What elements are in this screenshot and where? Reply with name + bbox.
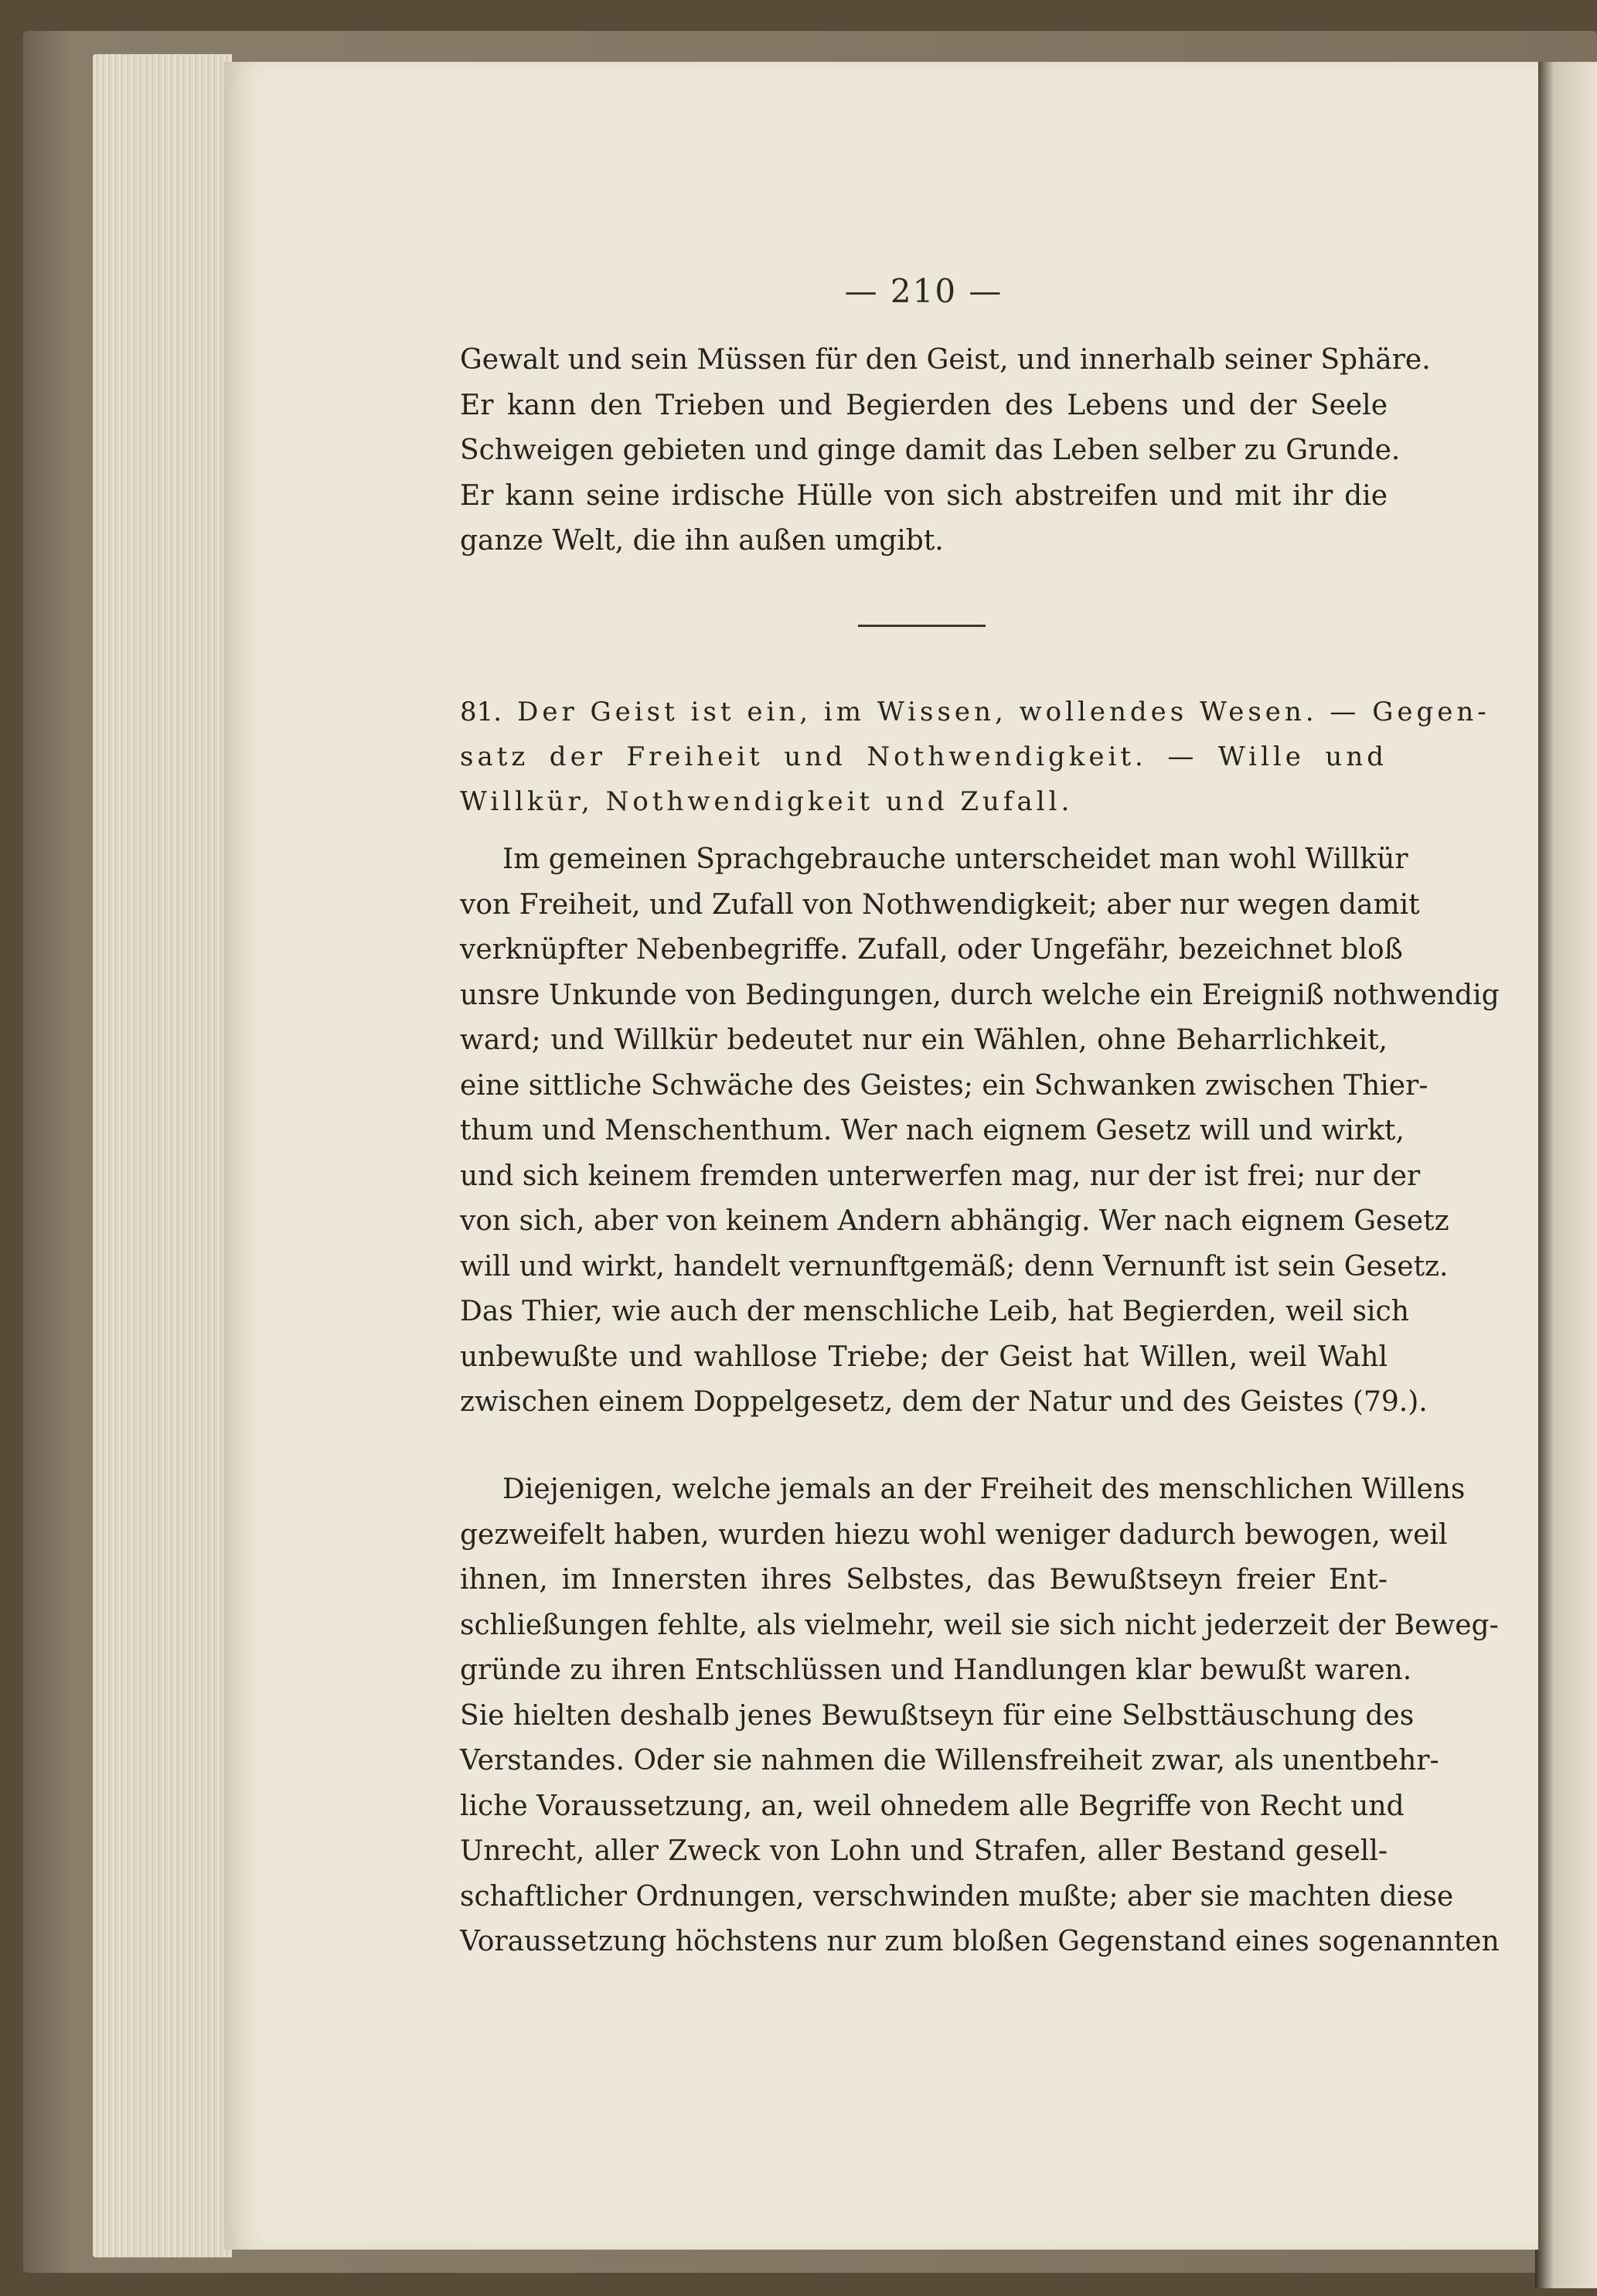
text-line: schließungen fehlte, als vielmehr, weil sie sich nicht jederzeit der Beweg- xyxy=(460,1609,1499,1641)
text-line: gründe zu ihren Entschlüssen und Handlungen klar bewußt waren. xyxy=(460,1654,1412,1686)
text-line: ihnen, im Innersten ihres Selbstes, das Bewußtseyn freier Ent- xyxy=(460,1564,1388,1596)
intro-paragraph xyxy=(460,338,1431,564)
text-line: zwischen einem Doppelgesetz, dem der Natur und des Geistes (79.). xyxy=(460,1386,1428,1418)
section-heading-line-3: Willkür, Nothwendigkeit und Zufall. xyxy=(460,786,1074,817)
text-line: von Freiheit, und Zufall von Nothwendigkeit; aber nur wegen damit xyxy=(460,888,1420,921)
text-line: thum und Menschenthum. Wer nach eignem Gesetz will und wirkt, xyxy=(460,1115,1405,1146)
text-line: und sich keinem fremden unterwerfen mag, nur der ist frei; nur der xyxy=(460,1160,1421,1192)
text-line: von sich, aber von keinem Andern abhängig. Wer nach eignem Gesetz xyxy=(460,1205,1449,1237)
text-line: Gewalt und sein Müssen für den Geist, und innerhalb seiner Sphäre. xyxy=(460,344,1431,376)
text-line: Voraussetzung höchstens nur zum bloßen Gegenstand eines sogenannten xyxy=(460,1926,1500,1957)
text-line: Im gemeinen Sprachgebrauche unterscheidet man wohl Willkür xyxy=(502,843,1408,875)
text-line: liche Voraussetzung, an, weil ohnedem alle Begriffe von Recht und xyxy=(460,1790,1405,1822)
text-line: Verstandes. Oder sie nahmen die Willensfreiheit zwar, als unentbehr- xyxy=(460,1745,1439,1777)
text-line: Das Thier, wie auch der menschliche Leib, hat Begierden, weil sich xyxy=(460,1296,1409,1327)
text-line: Schweigen gebieten und ginge damit das Leben selber zu Grunde. xyxy=(460,434,1401,466)
text-line: eine sittliche Schwäche des Geistes; ein Schwanken zwischen Thier- xyxy=(460,1069,1428,1102)
text-line: Diejenigen, welche jemals an der Freiheit des menschlichen Willens xyxy=(502,1473,1466,1505)
text-line: Unrecht, aller Zweck von Lohn und Strafen, aller Bestand gesell- xyxy=(460,1835,1388,1867)
text-line: Er kann den Trieben und Begierden des Lebens und der Seele xyxy=(460,389,1388,421)
section-divider xyxy=(858,625,986,627)
section-number: 81. xyxy=(460,697,502,727)
page-number: — 210 — xyxy=(844,272,1003,310)
section-heading-line-1 xyxy=(460,690,1490,734)
section-heading xyxy=(460,690,1490,824)
text-line: will und wirkt, handelt vernunftgemäß; denn Vernunft ist sein Gesetz. xyxy=(460,1250,1449,1283)
text-line: gezweifelt haben, wurden hiezu wohl weniger dadurch bewogen, weil xyxy=(460,1518,1448,1551)
text-line: schaftlicher Ordnungen, verschwinden mußte; aber sie machten diese xyxy=(460,1880,1454,1913)
facing-page-edge xyxy=(1535,62,1597,2288)
text-line: unsre Unkunde von Bedingungen, durch welche ein Ereigniß nothwendig xyxy=(460,979,1500,1011)
text-line: ganze Welt, die ihn außen umgibt. xyxy=(460,525,944,557)
section-heading-text: Der Geist ist ein, im Wissen, wollendes Wesen. — Gegen- xyxy=(517,697,1490,727)
section-heading-line-2: satz der Freiheit und Nothwendigkeit. — Wille und xyxy=(460,741,1388,772)
text-line: verknüpfter Nebenbegriffe. Zufall, oder Ungefähr, bezeichnet bloß xyxy=(460,934,1403,966)
text-line: unbewußte und wahllose Triebe; der Geist hat Willen, weil Wahl xyxy=(460,1340,1388,1373)
text-line: Er kann seine irdische Hülle von sich abstreifen und mit ihr die xyxy=(460,479,1388,512)
paragraph-2 xyxy=(460,1467,1500,1965)
paragraph-1 xyxy=(460,837,1500,1426)
text-line: ward; und Willkür bedeutet nur ein Wählen, ohne Beharrlichkeit, xyxy=(460,1024,1388,1056)
text-line: Sie hielten deshalb jenes Bewußtseyn für eine Selbsttäuschung des xyxy=(460,1699,1415,1732)
page-stack-edges xyxy=(93,54,232,2257)
